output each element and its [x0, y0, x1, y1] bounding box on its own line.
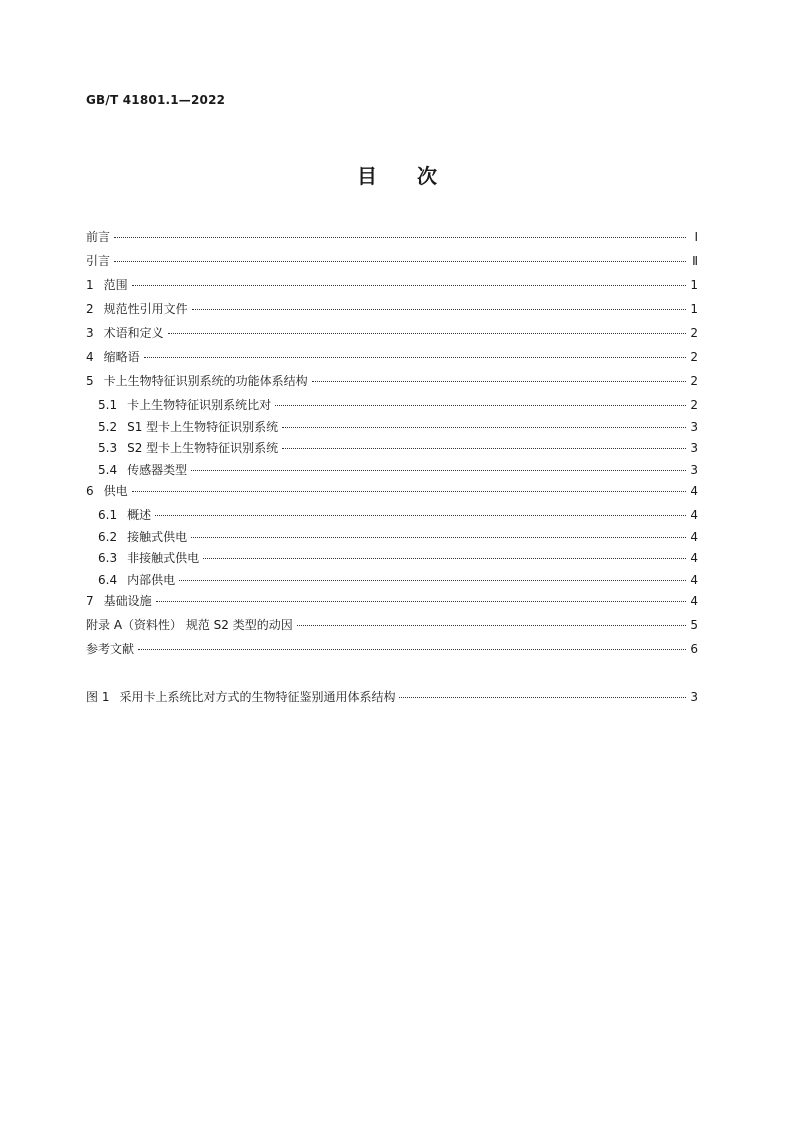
toc-entry[interactable] [86, 616, 698, 640]
toc-entry-label: 卡上生物特征识别系统比对 [127, 398, 272, 412]
toc-entry-label: 引言 [86, 254, 111, 268]
toc-entry-page: 5 [690, 618, 698, 632]
toc-entry[interactable] [86, 372, 698, 396]
toc-entry-page: 4 [690, 484, 698, 498]
table-of-contents [86, 228, 698, 664]
toc-entry-number: 7 [86, 594, 94, 608]
dot-leader [282, 427, 686, 428]
toc-entry-label: 基础设施 [103, 594, 152, 608]
toc-entry-page: 3 [690, 690, 698, 704]
toc-entry-page: 4 [690, 508, 698, 522]
toc-entry[interactable] [86, 461, 698, 483]
toc-entry-number: 1 [86, 278, 94, 292]
dot-leader [168, 333, 686, 334]
toc-entry-page: 3 [690, 419, 698, 434]
toc-entry-number: 6.1 [98, 508, 118, 522]
dot-leader [399, 697, 686, 698]
toc-entry-label: 供电 [103, 484, 128, 498]
toc-entry-number: 5 [86, 374, 94, 388]
toc-entry[interactable] [86, 439, 698, 461]
dot-leader [114, 261, 686, 262]
toc-entry-label: 内部供电 [127, 572, 176, 587]
toc-entry[interactable] [86, 571, 698, 593]
toc-entry-label: 参考文献 [86, 642, 135, 656]
dot-leader [138, 649, 686, 650]
toc-entry-page: 4 [690, 529, 698, 544]
toc-entry-page: 1 [690, 278, 698, 292]
dot-leader [282, 448, 686, 449]
dot-leader [192, 309, 686, 310]
dot-leader [297, 625, 686, 626]
dot-leader [312, 381, 686, 382]
toc-entry[interactable] [86, 252, 698, 276]
toc-entry-label: 卡上生物特征识别系统的功能体系结构 [103, 374, 308, 388]
dot-leader [144, 357, 686, 358]
toc-entry-number: 6.2 [98, 529, 118, 544]
toc-entry-label: 传感器类型 [127, 462, 188, 477]
dot-leader [179, 580, 686, 581]
toc-entry-page: 4 [690, 594, 698, 608]
toc-entry-page: 2 [690, 398, 698, 412]
toc-entry-label: 概述 [127, 508, 152, 522]
toc-entry[interactable] [86, 549, 698, 571]
toc-entry-page: 2 [690, 350, 698, 364]
figure-entry[interactable] [86, 688, 698, 712]
toc-entry[interactable] [86, 396, 698, 418]
toc-entry-number: 6 [86, 484, 94, 498]
dot-leader [132, 285, 686, 286]
toc-entry-label: 接触式供电 [127, 529, 188, 544]
dot-leader [132, 491, 686, 492]
toc-entry[interactable] [86, 528, 698, 550]
toc-entry[interactable] [86, 418, 698, 440]
toc-entry-page: 6 [690, 642, 698, 656]
dot-leader [275, 405, 686, 406]
dot-leader [155, 515, 686, 516]
toc-entry-page: Ⅱ [692, 254, 698, 268]
toc-entry-page: 1 [690, 302, 698, 316]
toc-entry-page: 3 [690, 462, 698, 477]
standard-code: GB/T 41801.1—2022 [86, 93, 226, 107]
toc-entry-number: 5.3 [98, 441, 118, 455]
toc-entry-number: 6.3 [98, 551, 118, 565]
toc-entry[interactable] [86, 640, 698, 664]
toc-entry-page: Ⅰ [694, 230, 698, 244]
toc-entry[interactable] [86, 592, 698, 616]
toc-entry-label: 非接触式供电 [127, 551, 200, 565]
toc-entry[interactable] [86, 324, 698, 348]
toc-entry-number: 3 [86, 326, 94, 340]
dot-leader [191, 470, 686, 471]
toc-entry[interactable] [86, 348, 698, 372]
toc-entry-label: S2 型卡上生物特征识别系统 [127, 441, 279, 455]
toc-entry-number: 2 [86, 302, 94, 316]
toc-entry-page: 4 [690, 551, 698, 565]
figure-list [86, 688, 698, 712]
toc-entry-number: 4 [86, 350, 94, 364]
toc-entry-page: 4 [690, 572, 698, 587]
toc-entry-label: 缩略语 [103, 350, 140, 364]
toc-entry[interactable] [86, 506, 698, 528]
toc-entry[interactable] [86, 276, 698, 300]
toc-entry[interactable] [86, 228, 698, 252]
toc-entry-page: 2 [690, 374, 698, 388]
page-title: 目次 [357, 164, 477, 188]
toc-entry-number: 5.4 [98, 462, 118, 477]
toc-entry-label: 采用卡上系统比对方式的生物特征鉴别通用体系结构 [119, 690, 396, 704]
toc-entry-label: 附录 A（资料性） 规范 S2 类型的动因 [86, 618, 293, 632]
toc-entry-page: 3 [690, 441, 698, 455]
toc-entry-label: 范围 [103, 278, 128, 292]
toc-entry-label: 规范性引用文件 [103, 302, 188, 316]
toc-entry-label: 术语和定义 [103, 326, 164, 340]
toc-entry-label: S1 型卡上生物特征识别系统 [127, 419, 279, 434]
toc-entry[interactable] [86, 482, 698, 506]
toc-entry-number: 图 1 [86, 690, 110, 704]
dot-leader [191, 537, 686, 538]
dot-leader [114, 237, 686, 238]
dot-leader [203, 558, 686, 559]
toc-entry-page: 2 [690, 326, 698, 340]
toc-entry-label: 前言 [86, 230, 111, 244]
toc-entry-number: 5.1 [98, 398, 118, 412]
toc-entry[interactable] [86, 300, 698, 324]
toc-entry-number: 6.4 [98, 572, 118, 587]
dot-leader [156, 601, 686, 602]
toc-entry-number: 5.2 [98, 419, 118, 434]
